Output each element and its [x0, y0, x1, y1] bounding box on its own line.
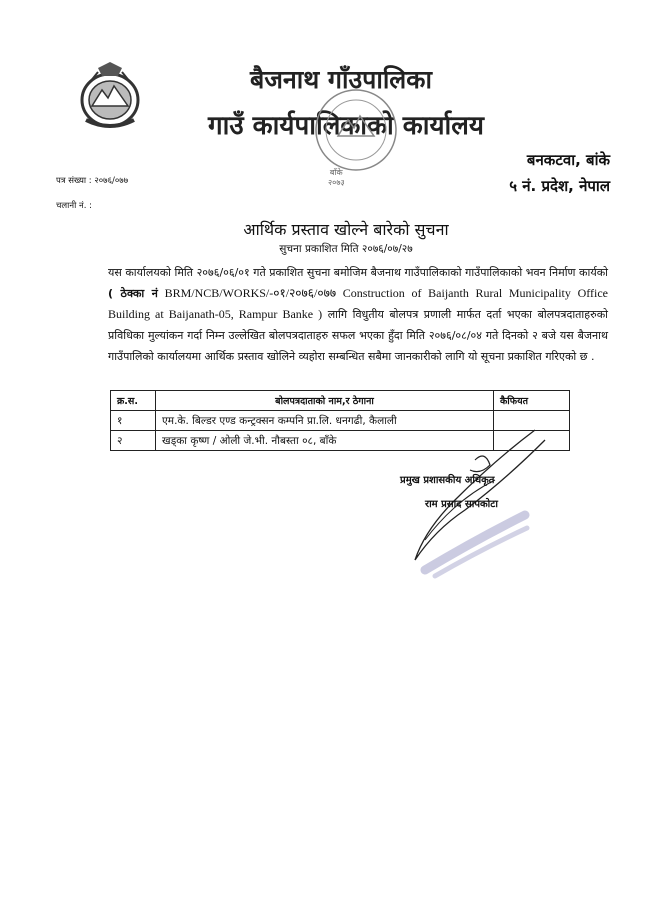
row-serial: १ [111, 411, 156, 431]
table-header-row [111, 391, 570, 411]
notice-subject: आर्थिक प्रस्ताव खोल्ने बारेको सुचना [243, 220, 449, 239]
address-line-1: बनकटवा, बांके [526, 151, 610, 169]
body-part-2: लागि विधुतीय बोलपत्र प्रणाली मार्फत दर्ता भएका बोलपत्रदाताहरुको प्रविधिका मुल्यांकन गर्दा निम्न उल्लेखित बोलपत्रदाताहरु सफल भएका हुँदा मिति २०७६/०८/०४ गते दिनको २ बजे यस बैजनाथ गाउँपालिको कार्यालयमा आर्थिक प्रस्ताव खोलिने व्यहोरा सम्बन्धित सबैमा जानकारीको लागि यो सूचना प्रकाशित गरिएको छ . [108, 308, 608, 363]
row-serial: २ [111, 431, 156, 451]
body-part-1: यस कार्यालयको मिति २०७६/०६/०१ गते प्रकाशित सुचना बमोजिम बैजनाथ गाउँपालिकाको गाउँपालिकाको भवन निर्माण कार्यको [108, 266, 608, 279]
row-bidder-name: खड्का कृष्ण / ओली जे.भी. नौबस्ता ०८, बाँके [156, 431, 494, 451]
address-line-2: ५ नं. प्रदेश, नेपाल [509, 177, 610, 195]
body-contract-number: BRM/NCB/WORKS/-०१/२०७६/०७७ Construction of Baijanth Rural Municipality Office Building at Baijanath-05, Rampur Banke ) [108, 286, 608, 321]
header-bidder-name: बोलपत्रदाताको नाम,र ठेगाना [156, 391, 494, 411]
seal-year: २०७३ [328, 178, 345, 187]
officer-title: प्रमुख प्रशासकीय अधिकृत [400, 475, 495, 486]
body-contract-label: ( ठेक्का नं [108, 287, 158, 300]
row-bidder-name: एम.के. बिल्डर एण्ड कन्ट्रक्सन कम्पनि प्रा.लि. धनगढी, कैलाली [156, 411, 494, 431]
municipality-name: बैजनाथ गाँउपालिका [250, 65, 432, 94]
dispatch-number: चलानी नं. : [56, 201, 92, 211]
notice-body [108, 262, 608, 367]
office-name: गाउँ कार्यपालिकाको कार्यालय [208, 111, 484, 141]
letter-number: पत्र संख्या : २०७६/०७७ [56, 176, 129, 186]
officer-name: राम प्रसाद सापकोटा [425, 499, 498, 510]
officer-stamp-icon [415, 510, 535, 580]
seal-text [328, 168, 345, 188]
notice-published-date: सुचना प्रकाशित मिति २०७६/०७/२७ [279, 243, 413, 255]
header-remarks: कैफियत [494, 391, 570, 411]
office-seal-icon [308, 82, 404, 192]
seal-district: बाँके [329, 168, 343, 177]
header-serial: क्र.स. [111, 391, 156, 411]
